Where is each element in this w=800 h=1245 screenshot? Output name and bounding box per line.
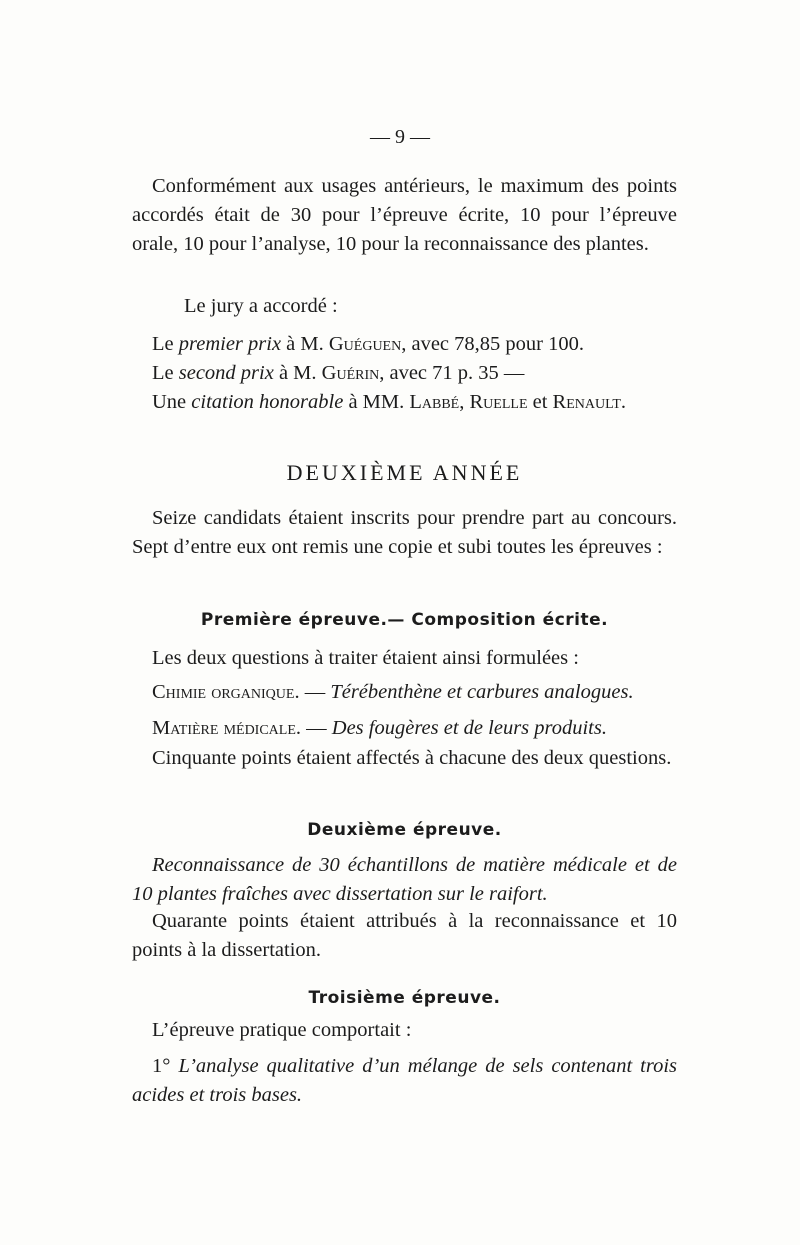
second-prize-winner: Guérin xyxy=(321,362,380,384)
page-number: — 9 — xyxy=(370,126,430,148)
citation-title: citation honorable xyxy=(191,391,344,413)
intro-paragraph: Conformément aux usages antérieurs, le maximum des points accordés était de 30 pour l’épreuve écrite, 10 pour l’épreuve orale, 10 pour l’analyse, 10 pour la reconnaissance des plantes. xyxy=(132,175,677,255)
epreuve3-intro: L’épreuve pratique comportait : xyxy=(152,1019,412,1041)
epreuve2-points: Quarante points étaient attribués à la reconnaissance et 10 points à la dissertation. xyxy=(132,910,677,961)
question-1: Chimie organique. — Térébenthène et carbures analogues. xyxy=(152,681,634,703)
epreuve1-intro: Les deux questions à traiter étaient ainsi formulées : xyxy=(152,647,579,669)
citation-line: Une citation honorable à MM. Labbé, Ruelle et Renault. xyxy=(152,391,627,413)
epreuve2-title: Deuxième épreuve. xyxy=(307,820,502,840)
question-list xyxy=(132,678,677,743)
epreuve2-text: Reconnaissance de 30 échantillons de matière médicale et de 10 plantes fraîches avec dissertation sur le raifort. xyxy=(132,854,677,905)
second-prize-line: Le second prix à M. Guérin, avec 71 p. 35 — xyxy=(152,362,525,384)
item-number: 1° xyxy=(152,1055,171,1077)
first-prize-winner: Guéguen xyxy=(328,333,402,355)
epreuve1-title: Première épreuve.— Composition écrite. xyxy=(200,610,609,630)
first-prize-title: premier prix xyxy=(178,333,282,355)
section-title: DEUXIÈME ANNÉE xyxy=(286,460,523,485)
epreuve1-points: Cinquante points étaient affectés à chacune des deux questions. xyxy=(152,747,672,769)
epreuve3-item-1: 1° L’analyse qualitative d’un mélange de sels contenant trois acides et trois bases. xyxy=(132,1055,677,1106)
jury-line: Le jury a accordé : xyxy=(184,295,338,317)
first-prize-line: Le premier prix à M. Guéguen, avec 78,85 pour 100. xyxy=(152,333,584,355)
question-2: Matière médicale. — Des fougères et de leurs produits. xyxy=(152,717,607,739)
second-prize-title: second prix xyxy=(178,362,274,384)
section-intro: Seize candidats étaient inscrits pour prendre part au concours. Sept d’entre eux ont remis une copie et subi toutes les épreuves : xyxy=(132,507,677,558)
epreuve3-title: Troisième épreuve. xyxy=(308,988,501,1008)
prize-list xyxy=(132,330,677,417)
